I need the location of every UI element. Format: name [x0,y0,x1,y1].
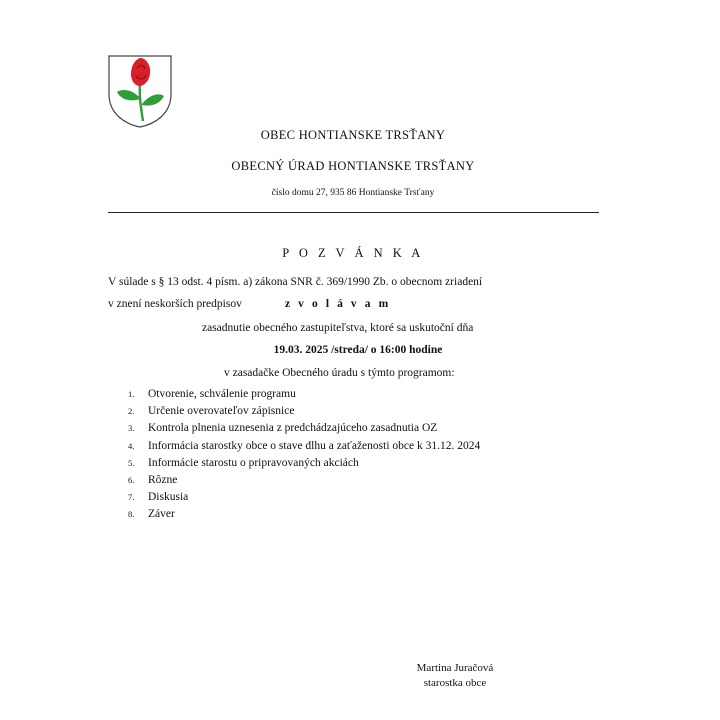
legal-basis-line: V súlade s § 13 odst. 4 písm. a) zákona SNR č. 369/1990 Zb. o obecnom zriadení [108,276,483,288]
list-item [108,422,480,439]
list-item [108,388,480,405]
signatory-name: Martina Juračová [416,662,494,674]
item-number: 6. [128,474,135,485]
document-title: P O Z V Á N K A [282,246,424,260]
item-text: Kontrola plnenia uznesenia z predchádzajúceho zasadnutia OZ [148,422,438,435]
item-number: 8. [128,509,135,520]
item-text: Rôzne [148,473,178,486]
list-item [108,491,480,508]
legal-basis-continued: v znení neskorších predpisov [108,298,242,310]
municipality-name: OBEC HONTIANSKE TRSŤANY [260,128,446,142]
item-text: Otvorenie, schválenie programu [148,388,296,400]
list-item [108,508,480,525]
program-list [108,388,480,526]
item-text: Informácie starostu o pripravovaných akciách [148,456,359,469]
item-number: 4. [128,440,135,451]
session-venue: v zasadačke Obecného úradu s týmto programom: [224,367,455,379]
item-number: 3. [128,423,135,434]
list-item [108,405,480,422]
header-divider [108,212,599,213]
municipal-office-name: OBECNÝ ÚRAD HONTIANSKE TRSŤANY [231,159,475,173]
item-text: Diskusia [148,491,189,504]
item-text: Záver [148,508,175,521]
list-item [108,474,480,491]
session-date: 19.03. 2025 /streda/ o 16:00 hodine [273,344,443,356]
item-text: Informácia starostky obce o stave dlhu a zaťaženosti obce k 31.12. 2024 [148,439,481,452]
signatory-role: starostka obce [423,677,487,689]
item-number: 1. [128,389,135,399]
item-text: Určenie overovateľov zápisnice [148,405,295,418]
session-description: zasadnutie obecného zastupiteľstva, ktoré sa uskutoční dňa [202,322,474,334]
list-item [108,440,480,457]
item-number: 2. [128,406,135,417]
convene-word: z v o l á v a m [285,298,391,310]
item-number: 5. [128,457,135,468]
address: číslo domu 27, 935 86 Hontianske Trsťany [271,188,435,198]
coat-of-arms-icon [107,54,173,128]
list-item [108,457,480,474]
item-number: 7. [128,492,135,503]
